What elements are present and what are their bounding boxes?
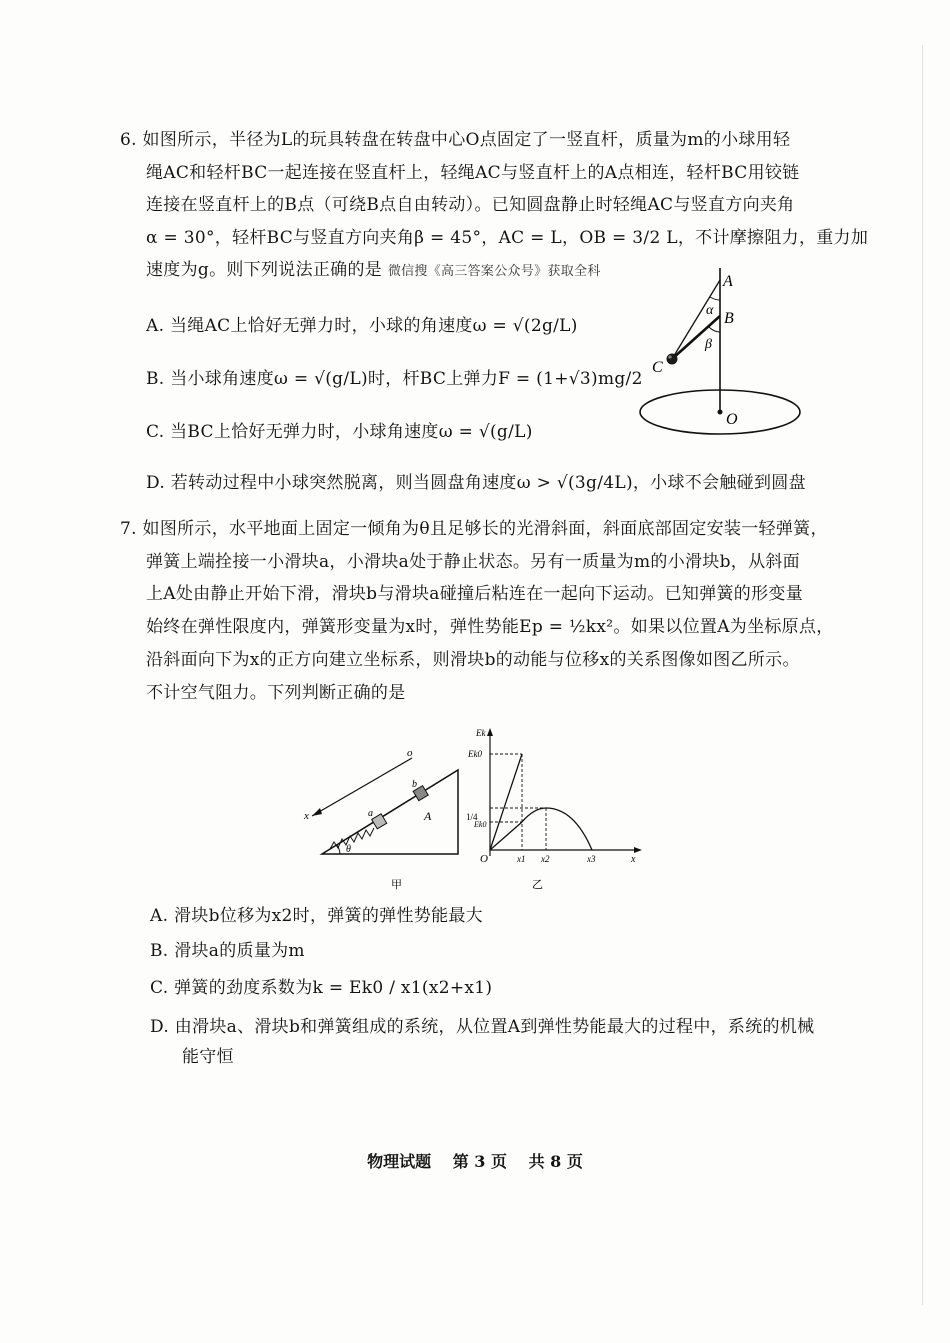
q6-line-2: 绳AC和轻杆BC一起连接在竖直杆上，轻绳AC与竖直杆上的A点相连，轻杆BC用铰链 xyxy=(146,163,800,183)
yi-caption: 乙 xyxy=(532,879,543,891)
yi-label-ek0: Ek0 xyxy=(468,749,482,759)
label-b: B xyxy=(724,310,734,327)
page-footer xyxy=(0,1149,950,1172)
q6-line-3: 连接在竖直杆上的B点（可绕B点自由转动）。已知圆盘静止时轻绳AC与竖直方向夹角 xyxy=(146,195,795,215)
yi-label-o: O xyxy=(480,853,488,865)
q6-option-c: C. 当BC上恰好无弹力时，小球角速度ω = √(g/L) xyxy=(146,422,533,442)
q7-option-c: C. 弹簧的劲度系数为k = Ek0 / x1(x2+x1) xyxy=(150,978,493,998)
jia-label-theta: θ xyxy=(346,844,351,855)
q6-line-4: α = 30°，轻杆BC与竖直方向夹角β = 45°，AC = L，OB = 3/2 L，不计摩擦阻力，重力加 xyxy=(146,228,869,248)
q7-line-1: 7. 如图所示，水平地面上固定一倾角为θ且足够长的光滑斜面，斜面底部固定安装一轻弹簧， xyxy=(120,519,828,539)
yi-label-x1: x1 xyxy=(517,854,526,864)
ball-c-highlight xyxy=(668,355,671,358)
label-a: A xyxy=(723,273,733,290)
q7-line-4: 始终在弹性限度内，弹簧形变量为x时，弹性势能Ep = ½kx²。如果以位置A为坐标原点， xyxy=(146,617,834,637)
yi-label-quarter: 1/4 xyxy=(466,812,478,822)
spring xyxy=(330,828,374,849)
q6-figure xyxy=(630,262,830,440)
rod-base-dot xyxy=(718,410,723,415)
q7-option-b: B. 滑块a的质量为m xyxy=(150,941,305,961)
yi-x-arrow xyxy=(634,847,642,853)
q7-option-a: A. 滑块b位移为x2时，弹簧的弹性势能最大 xyxy=(150,906,483,926)
incline xyxy=(322,770,458,854)
q7-figure-yi xyxy=(462,726,644,892)
yi-label-quarter-ek: Ek0 xyxy=(474,820,487,829)
label-alpha: α xyxy=(706,303,714,318)
jia-label-b: b xyxy=(412,779,417,790)
q7-option-d-line-1: D. 由滑块a、滑块b和弹簧组成的系统，从位置A到弹性势能最大的过程中，系统的机械 xyxy=(150,1017,815,1037)
yi-label-x3: x3 xyxy=(587,854,596,864)
q6-option-d: D. 若转动过程中小球突然脱离，则当圆盘角速度ω > √(3g/4L)，小球不会触碰到圆盘 xyxy=(146,473,806,493)
label-o: O xyxy=(726,411,738,428)
jia-caption: 甲 xyxy=(391,879,402,891)
q7-line-5: 沿斜面向下为x的正方向建立坐标系，则滑块b的动能与位移x的关系图像如图乙所示。 xyxy=(146,650,800,670)
rope-ac xyxy=(672,280,720,359)
watermark: 微信搜《高三答案公众号》获取全科 xyxy=(387,264,601,279)
jia-label-A: A xyxy=(424,809,432,823)
yi-label-x: x xyxy=(631,854,636,865)
q7-line-2: 弹簧上端拴接一小滑块a，小滑块a处于静止状态。另有一质量为m的小滑块b，从斜面 xyxy=(146,552,800,572)
jia-label-a: a xyxy=(368,808,373,819)
yi-label-ek: Ek xyxy=(476,728,486,738)
q6-line-1: 6. 如图所示，半径为L的玩具转盘在转盘中心O点固定了一竖直杆，质量为m的小球用轻 xyxy=(120,130,791,150)
q6-line-5 xyxy=(146,258,601,284)
q7-line-6: 不计空气阻力。下列判断正确的是 xyxy=(146,683,406,703)
q7-figure-jia xyxy=(300,742,470,892)
ball-c xyxy=(667,354,678,365)
yi-curve xyxy=(522,808,592,850)
page-edge-line xyxy=(922,45,923,1305)
beta-arc xyxy=(709,327,720,332)
footer-page: 第 3 页 xyxy=(452,1152,507,1171)
q6-option-a: A. 当绳AC上恰好无弹力时，小球的角速度ω = √(2g/L) xyxy=(146,316,578,336)
label-c: C xyxy=(652,359,663,376)
jia-label-x: x xyxy=(304,810,309,822)
label-beta: β xyxy=(705,337,712,352)
yi-y-arrow xyxy=(487,728,493,736)
q7-line-3: 上A处由静止开始下滑，滑块b与滑块a碰撞后粘连在一起向下运动。已知弹簧的形变量 xyxy=(146,584,803,604)
x-arrow-head xyxy=(312,808,322,816)
q7-option-d-line-2: 能守恒 xyxy=(182,1047,234,1067)
q6-line-5-text: 速度为g。则下列说法正确的是 xyxy=(146,260,383,280)
yi-label-x2: x2 xyxy=(541,854,550,864)
rod-bc xyxy=(672,316,720,359)
q6-option-b: B. 当小球角速度ω = √(g/L)时，杆BC上弹力F = (1+√3)mg/2 xyxy=(146,369,643,389)
alpha-arc xyxy=(710,297,720,300)
footer-total: 共 8 页 xyxy=(528,1152,583,1171)
jia-label-o: o xyxy=(407,747,413,759)
footer-subject: 物理试题 xyxy=(367,1152,432,1171)
